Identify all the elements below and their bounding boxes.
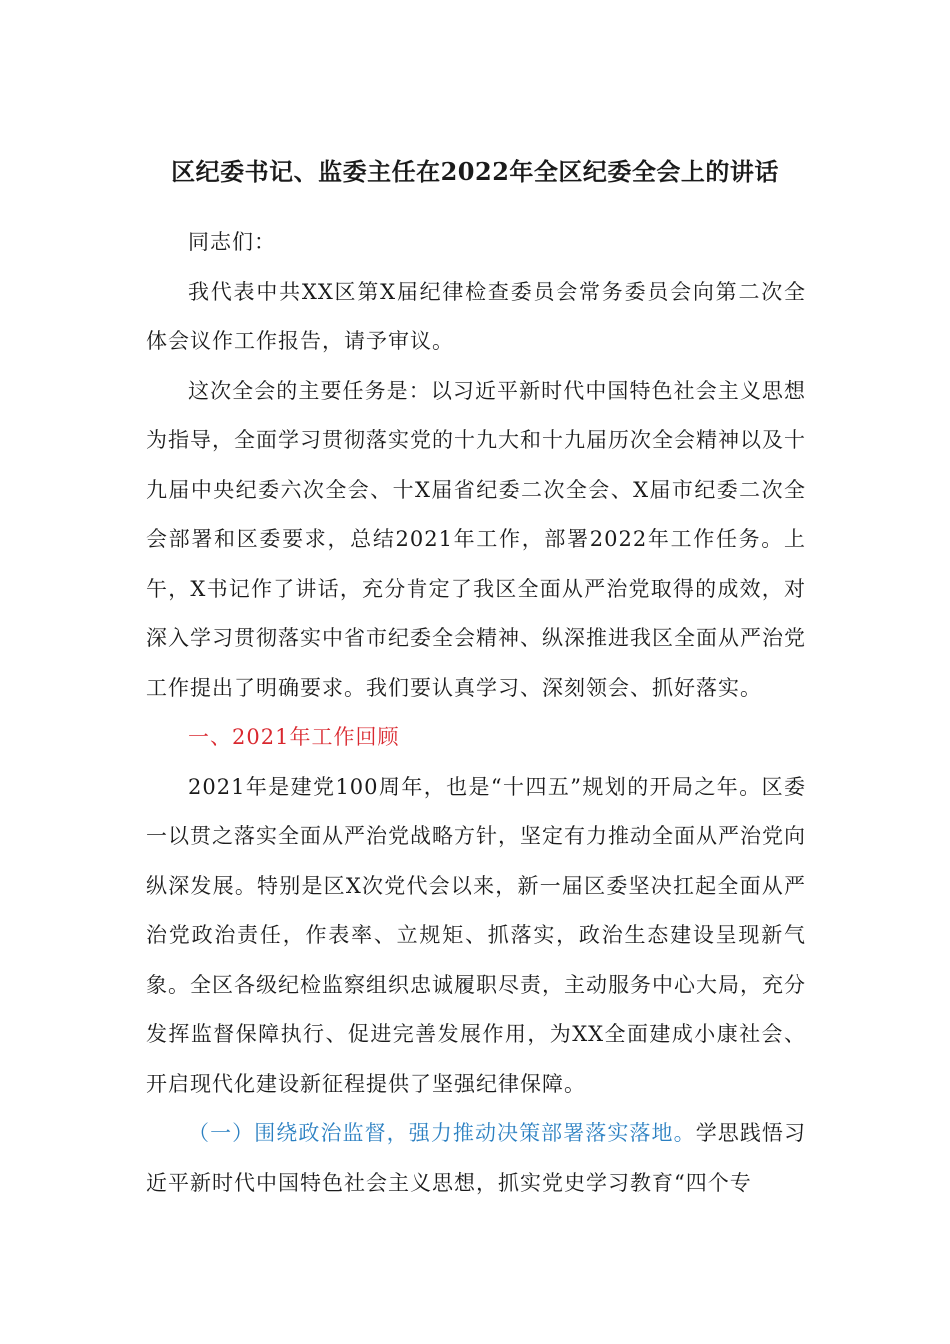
paragraph-main-tasks: 这次全会的主要任务是：以习近平新时代中国特色社会主义思想为指导，全面学习贯彻落实党的十九大和十九届历次全会精神以及十九届中央纪委六次全会、十X届省纪委二次全会、X届市纪委二次全会部署和区委要求，总结2021年工作，部署2022年工作任务。上午，X书记作了讲话，充分肯定了我区全面从严治党取得的成效，对深入学习贯彻落实中省市纪委全会精神、纵深推进我区全面从严治党工作提出了明确要求。我们要认真学习、深刻领会、抓好落实。 [146, 378, 806, 700]
section-heading-review: 一、2021年工作回顾 [188, 725, 400, 749]
document-title: 区纪委书记、监委主任在2022年全区纪委全会上的讲话 [171, 157, 779, 186]
subheading-political-supervision: （一）围绕政治监督，强力推动决策部署落实落地。 [188, 1121, 696, 1145]
paragraph-report-intro: 我代表中共XX区第X届纪律检查委员会常务委员会向第二次全体会议作工作报告，请予审议。 [146, 279, 806, 353]
salutation: 同志们： [188, 230, 276, 254]
document-body [146, 218, 806, 1208]
paragraph-political-supervision-text: 学思践悟习近平新时代中国特色社会主义思想，抓实党史学习教育“四个专 [146, 1121, 806, 1195]
paragraph-2021-overview: 2021年是建党100周年，也是“十四五”规划的开局之年。区委一以贯之落实全面从严治党战略方针，坚定有力推动全面从严治党向纵深发展。特别是区X次党代会以来，新一届区委坚决扛起全面从严治党政治责任，作表率、立规矩、抓落实，政治生态建设呈现新气象。全区各级纪检监察组织忠诚履职尽责，主动服务中心大局，充分发挥监督保障执行、促进完善发展作用，为XX全面建成小康社会、开启现代化建设新征程提供了坚强纪律保障。 [146, 774, 806, 1096]
paragraph-political-supervision [146, 1109, 806, 1208]
